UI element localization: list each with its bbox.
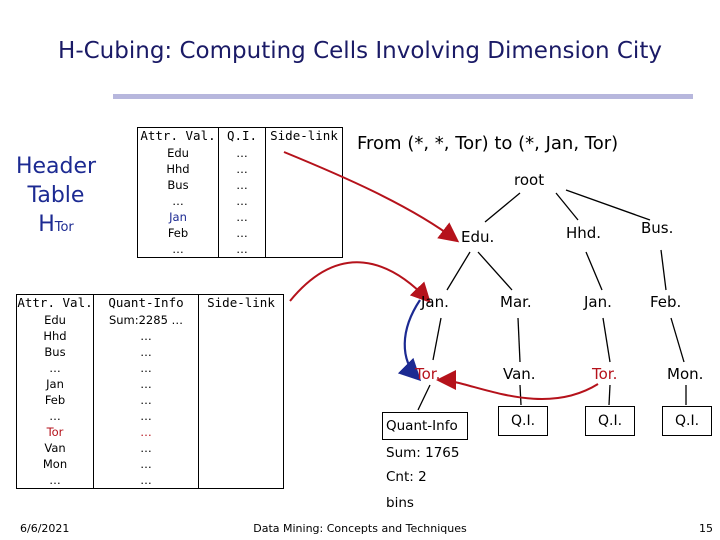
edge-root-bus [566,190,650,220]
footer-date: 6/6/2021 [20,522,70,535]
edge-tor2-qi [609,385,610,405]
edge-edu-jan [447,252,470,290]
edge-tor-quant [418,385,430,410]
cell: … [94,376,199,392]
footer-title: Data Mining: Concepts and Techniques [253,522,467,535]
quant-info-bins: bins [386,495,414,511]
slide-title: H-Cubing: Computing Cells Involving Dimension City [58,38,662,64]
col-side-link: Side-link [199,295,284,313]
header-label-line2: Table [27,183,85,208]
tree-node-van: Van. [503,365,536,383]
cell: Van [17,440,94,456]
header-label-h: H [38,212,55,237]
tree-node-hhd: Hhd. [566,224,602,242]
cell: Sum:2285 … [94,312,199,328]
cell: … [94,344,199,360]
cell-highlight: Jan [138,209,219,225]
cell: … [17,408,94,424]
side-link-arrow-big-to-jan [290,262,428,301]
cell: Feb [17,392,94,408]
cell: Hhd [138,161,219,177]
page-number: 15 [699,522,713,535]
edge-root-hhd [556,193,578,220]
cell: … [94,472,199,489]
header-label-line1: Header [15,154,97,179]
cell: Feb [138,225,219,241]
edge-bus-feb [661,250,666,290]
edge-jan-tor2 [603,318,610,362]
col-attr-val: Attr. Val. [138,128,219,146]
edge-feb-mon [671,318,684,362]
edge-mar-van [518,318,520,362]
tree-root: root [514,171,545,189]
cell: … [219,193,266,209]
cell: Jan [17,376,94,392]
quant-info-sum: Sum: 1765 [386,445,460,461]
quant-info-label: Quant-Info [386,418,458,434]
cell: … [219,145,266,161]
tree-caption: From (*, *, Tor) to (*, Jan, Tor) [357,133,619,154]
tree-node-mon: Mon. [667,365,704,383]
cell: … [94,360,199,376]
cell: … [94,392,199,408]
cell: … [219,177,266,193]
cell-highlight: … [94,424,199,440]
cell: … [219,241,266,258]
quant-info-cnt: Cnt: 2 [386,469,427,485]
qi-box: Q.I. [585,406,635,436]
cell: … [219,209,266,225]
tree-node-tor: Tor. [415,365,441,383]
edge-root-edu [485,193,520,222]
side-link-arrow-small-to-edu [284,152,456,240]
tree-node-bus: Bus. [641,219,674,237]
qi-box: Q.I. [662,406,712,436]
qi-box: Q.I. [498,406,548,436]
cell: … [94,456,199,472]
edge-jan-tor [433,318,441,360]
col-quant-info: Quant-Info [94,295,199,313]
cell: Bus [138,177,219,193]
cell: … [17,472,94,489]
edge-van-qi [520,385,521,405]
col-side-link: Side-link [266,128,343,146]
cell: … [138,193,219,209]
tree-node-jan2: Jan. [584,293,612,311]
cell: Bus [17,344,94,360]
cell: … [219,161,266,177]
cell: Edu [17,312,94,328]
header-label-sub: Tor [54,220,74,235]
tree-node-mar: Mar. [500,293,532,311]
col-qi: Q.I. [219,128,266,146]
cell-highlight-tor: Tor [17,424,94,440]
cell: … [219,225,266,241]
cell: … [94,328,199,344]
tree-node-edu: Edu. [461,228,495,246]
edge-edu-mar [478,252,512,290]
tree-node-tor2: Tor. [592,365,618,383]
col-attr-val: Attr. Val. [17,295,93,310]
cell: Edu [138,145,219,161]
cell: Mon [17,456,94,472]
cell: … [138,241,219,258]
tree-node-jan: Jan. [421,293,449,311]
cell: … [94,408,199,424]
cell: … [94,440,199,456]
cell: … [17,360,94,376]
edge-hhd-jan [586,252,602,290]
cell: Hhd [17,328,94,344]
tree-node-feb: Feb. [650,293,682,311]
